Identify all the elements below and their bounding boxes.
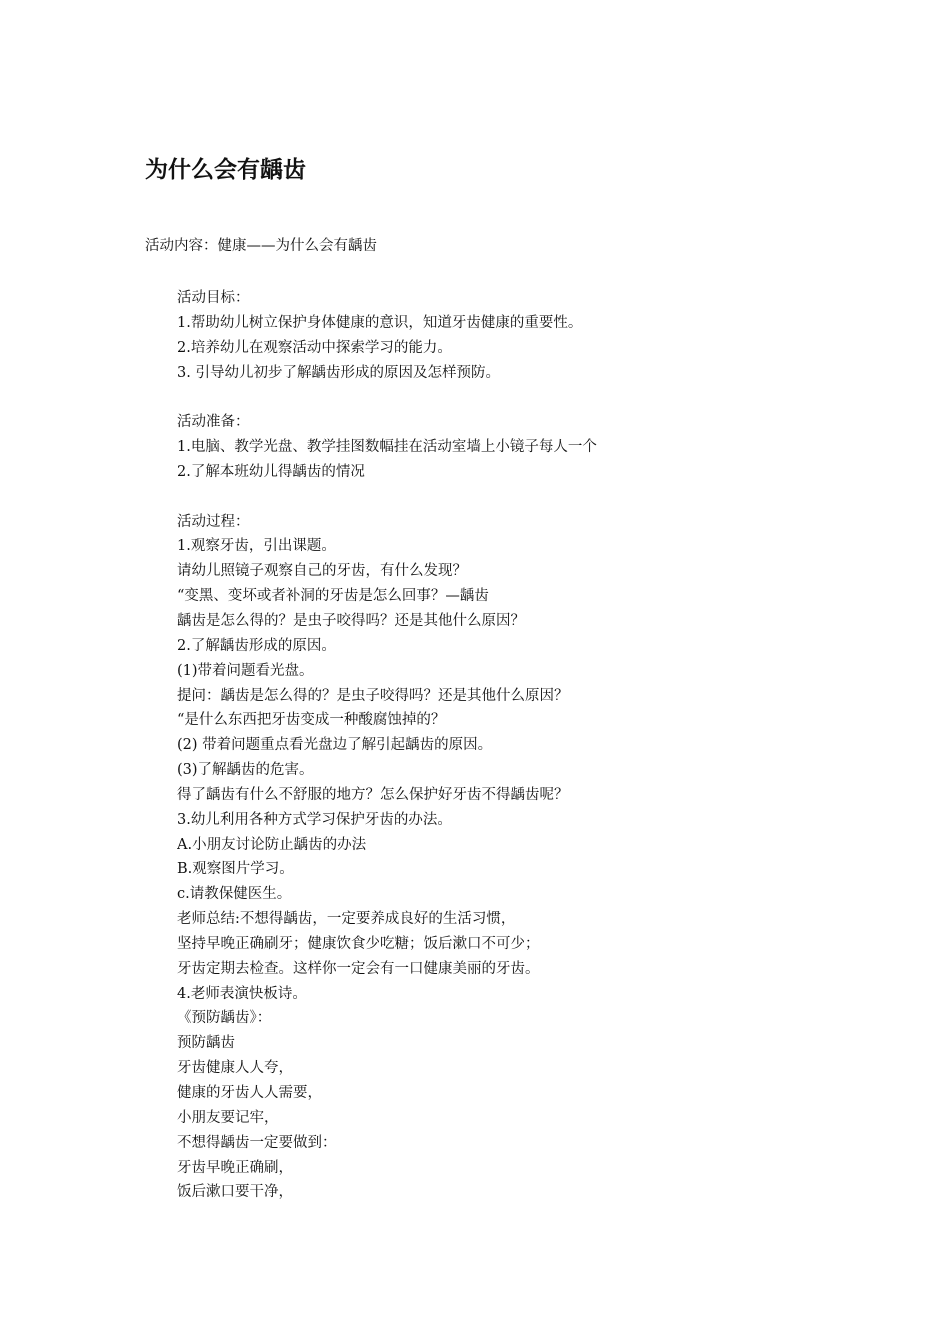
goals-heading: 活动目标： [177, 290, 250, 306]
document-title: 为什么会有龋齿 [145, 157, 306, 183]
process-line: “变黑、变坏或者补洞的牙齿是怎么回事？—龋齿 [177, 588, 489, 605]
process-line: 老师总结:不想得龋齿，一定要养成良好的生活习惯， [177, 911, 516, 928]
preparation-heading: 活动准备： [177, 414, 250, 431]
process-line: c.请教保健医生。 [177, 886, 292, 903]
process-line: (2) 带着问题重点看光盘边了解引起龋齿的原因。 [177, 737, 493, 754]
process-line: 牙齿早晚正确刷， [177, 1159, 293, 1176]
process-line: (3)了解龋齿的危害。 [177, 762, 314, 779]
process-line: (1)带着问题看光盘。 [177, 662, 314, 679]
process-line: 健康的牙齿人人需要， [177, 1085, 322, 1101]
process-line: 牙齿健康人人夸， [177, 1060, 293, 1077]
blank-line [177, 385, 897, 410]
preparation-item: 2.了解本班幼儿得龋齿的情况 [177, 463, 365, 480]
process-line: B.观察图片学习。 [177, 861, 294, 878]
process-line: “是什么东西把牙齿变成一种酸腐蚀掉的？ [177, 712, 446, 729]
process-line: 龋齿是怎么得的？是虫子咬得吗？还是其他什么原因？ [177, 612, 525, 629]
goal-item: 3. 引导幼儿初步了解龋齿形成的原因及怎样预防。 [177, 364, 500, 381]
preparation-item: 1.电脑、教学光盘、教学挂图数幅挂在活动室墙上小镜子每人一个 [177, 439, 597, 456]
process-line: A.小朋友讨论防止龋齿的办法 [177, 836, 367, 853]
blank-line [177, 485, 897, 510]
process-line: 坚持早晚正确刷牙；健康饮食少吃糖；饭后漱口不可少； [177, 935, 540, 952]
goal-item: 1.帮助幼儿树立保护身体健康的意识，知道牙齿健康的重要性。 [177, 314, 583, 331]
activity-content-line: 活动内容：健康——为什么会有龋齿 [145, 238, 377, 254]
process-line: 饭后漱口要干净， [177, 1184, 293, 1201]
process-heading: 活动过程： [177, 513, 250, 530]
process-line: 牙齿定期去检查。这样你一定会有一口健康美丽的牙齿。 [177, 960, 540, 977]
process-line: 请幼儿照镜子观察自己的牙齿，有什么发现？ [177, 563, 467, 580]
process-line: 得了龋齿有什么不舒服的地方？怎么保护好牙齿不得龋齿呢？ [177, 786, 569, 803]
process-line: 不想得龋齿一定要做到： [177, 1134, 337, 1151]
process-line: 预防龋齿 [177, 1035, 235, 1052]
process-line: 提问：龋齿是怎么得的？是虫子咬得吗？还是其他什么原因？ [177, 687, 569, 704]
process-line: 2.了解龋齿形成的原因。 [177, 637, 336, 654]
document-body [177, 286, 897, 1205]
process-line: 3.幼儿利用各种方式学习保护牙齿的办法。 [177, 811, 452, 828]
process-line: 1.观察牙齿，引出课题。 [177, 538, 336, 555]
process-line: 4.老师表演快板诗。 [177, 985, 307, 1002]
process-line: 《预防龋齿》： [177, 1010, 272, 1027]
process-line: 小朋友要记牢， [177, 1109, 279, 1126]
goal-item: 2.培养幼儿在观察活动中探索学习的能力。 [177, 339, 452, 356]
